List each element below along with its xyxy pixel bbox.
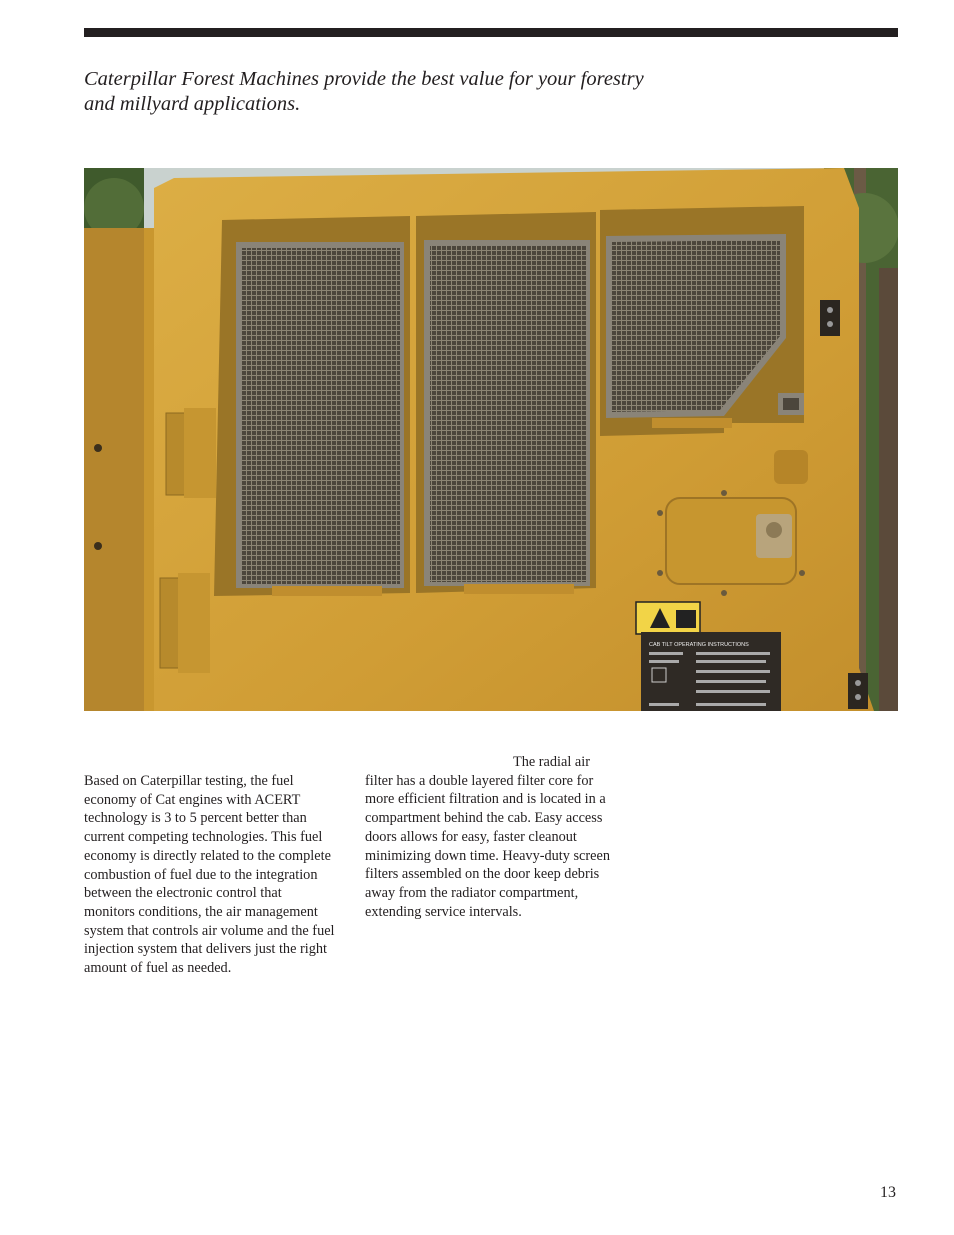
- radiator-door-photo: [84, 168, 898, 711]
- decal-title: CAB TILT OPERATING INSTRUCTIONS: [649, 642, 749, 648]
- air-filter-lead-in: The radial air: [513, 754, 590, 770]
- air-filter-paragraph: [365, 753, 617, 921]
- tagline-line-1: Caterpillar Forest Machines provide the best value for your forestry: [84, 68, 644, 90]
- page-number: 13: [880, 1184, 896, 1201]
- air-filter-body: filter has a double layered filter core for more efficient filtration and is located in a compartment behind the cab. Easy access doors allows for easy, faster cleanout minimizing down time. Heavy-duty screen filters assembled on the door keep debris away from the radiator compartment, extending service intervals.: [365, 772, 610, 920]
- fuel-economy-paragraph: Based on Caterpillar testing, the fuel economy of Cat engines with ACERT technology is 3 to 5 percent better than current competing technologies. This fuel economy is directly related to the complete combustion of fuel due to the integration between the electronic control that monitors conditions, the air management system that controls air volume and the fuel injection system that delivers just the right amount of fuel as needed.: [84, 773, 335, 977]
- top-rule: [84, 28, 898, 37]
- page-tagline: [84, 67, 724, 117]
- tagline-line-2: and millyard applications.: [84, 93, 301, 115]
